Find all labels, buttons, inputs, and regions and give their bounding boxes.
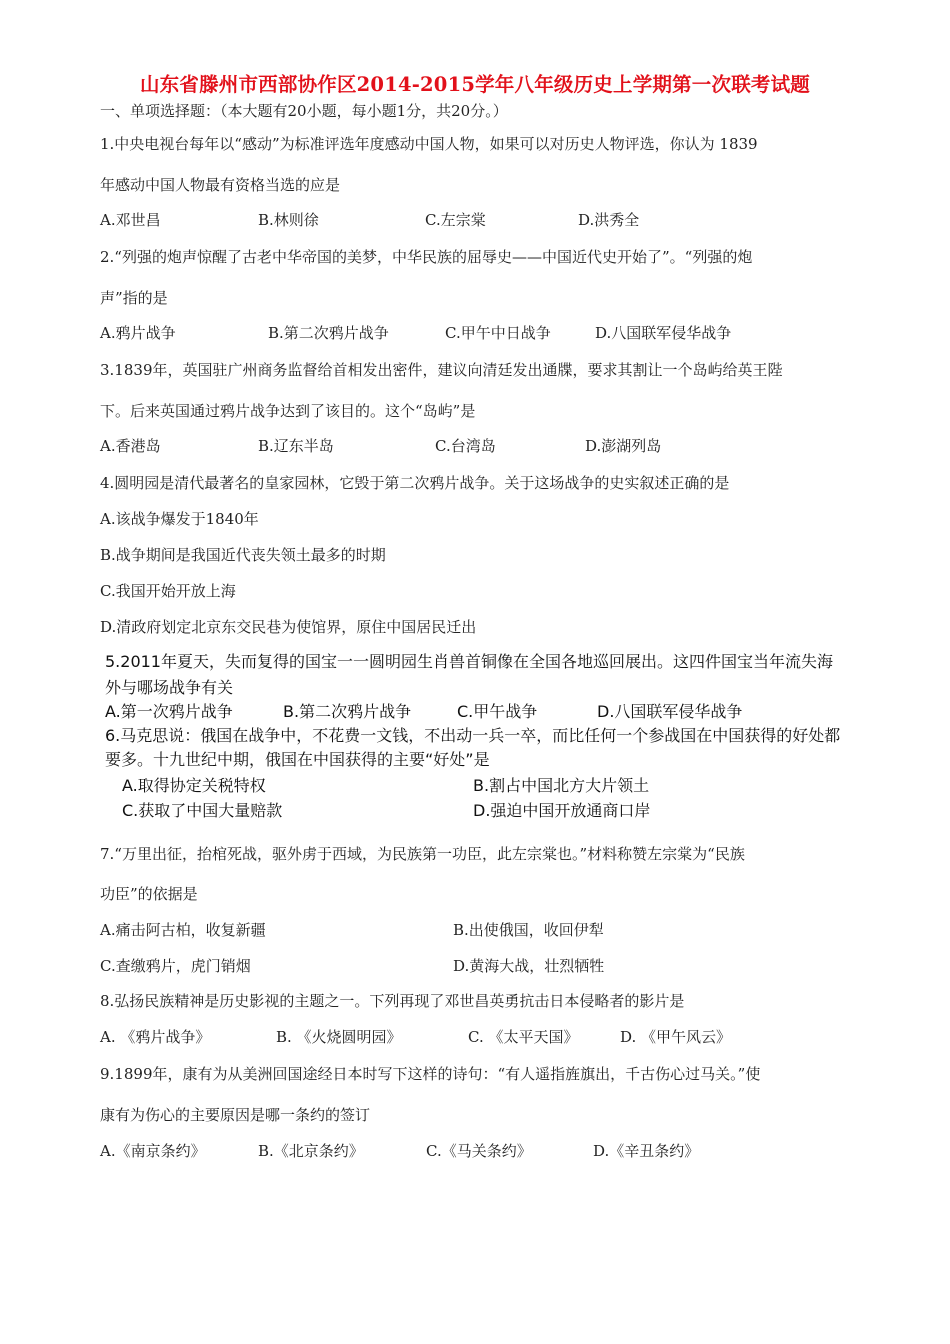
option-a: A.痛击阿古柏，收复新疆: [100, 921, 266, 939]
question-stem-line: 康有为伤心的主要原因是哪一条约的签订: [100, 1106, 371, 1124]
option-a: A. 《鸦片战争》: [100, 1028, 211, 1046]
option-a: A.取得协定关税特权: [122, 776, 266, 795]
option-b: B.出使俄国，收回伊犁: [453, 921, 604, 939]
option-c: C.获取了中国大量赔款: [122, 801, 283, 820]
question-stem-line: 9.1899年，康有为从美洲回国途经日本时写下这样的诗句：“有人遥指旌旗出，千古伤心过马关。”使: [100, 1065, 761, 1083]
option-b: B.第二次鸦片战争: [268, 324, 389, 342]
option-b: B.林则徐: [258, 211, 319, 229]
option-c: C.甲午中日战争: [445, 324, 551, 342]
option-b: B.战争期间是我国近代丧失领土最多的时期: [100, 546, 386, 564]
question-stem-line: 7.“万里出征，抬棺死战，驱外虏于西域，为民族第一功臣，此左宗棠也。”材料称赞左宗棠为“民族: [100, 845, 745, 863]
option-d: D.强迫中国开放通商口岸: [473, 801, 651, 820]
option-d: D.八国联军侵华战争: [595, 324, 732, 342]
question-stem-line: 外与哪场战争有关: [105, 678, 234, 697]
option-d: D.八国联军侵华战争: [597, 702, 743, 721]
option-d: D.清政府划定北京东交民巷为使馆界，原住中国居民迁出: [100, 618, 477, 636]
option-b: B.《北京条约》: [258, 1142, 364, 1160]
question-stem-line: 4.圆明园是清代最著名的皇家园林，它毁于第二次鸦片战争。关于这场战争的史实叙述正确的是: [100, 474, 730, 492]
option-d: D.黄海大战，壮烈牺牲: [453, 957, 605, 975]
question-stem-line: 要多。十九世纪中期，俄国在中国获得的主要“好处”是: [105, 750, 490, 769]
option-c: C.左宗棠: [425, 211, 486, 229]
option-c: C.甲午战争: [457, 702, 538, 721]
question-stem-line: 声”指的是: [100, 289, 168, 307]
question-stem-line: 8.弘扬民族精神是历史影视的主题之一。下列再现了邓世昌英勇抗击日本侵略者的影片是: [100, 992, 685, 1010]
question-stem-line: 2.“列强的炮声惊醒了古老中华帝国的美梦，中华民族的屈辱史——中国近代史开始了”。“列强的炮: [100, 248, 753, 266]
option-c: C.查缴鸦片，虎门销烟: [100, 957, 251, 975]
question-stem-line: 下。后来英国通过鸦片战争达到了该目的。这个“岛屿”是: [100, 402, 476, 420]
exam-title: 山东省滕州市西部协作区2014-2015学年八年级历史上学期第一次联考试题: [139, 73, 811, 96]
option-a: A.《南京条约》: [100, 1142, 206, 1160]
option-c: C. 《太平天国》: [468, 1028, 579, 1046]
option-b: B.辽东半岛: [258, 437, 334, 455]
option-d: D.澎湖列岛: [585, 437, 662, 455]
option-a: A.该战争爆发于1840年: [100, 510, 259, 528]
option-a: A.邓世昌: [100, 211, 161, 229]
question-stem-line: 6.马克思说：俄国在战争中，不花费一文钱，不出动一兵一卒，而比任何一个参战国在中国获得的好处都: [105, 726, 841, 745]
question-stem-line: 5.2011年夏天，失而复得的国宝一一圆明园生肖兽首铜像在全国各地巡回展出。这四件国宝当年流失海: [105, 652, 833, 671]
question-stem-line: 功臣”的依据是: [100, 885, 198, 903]
option-c: C.我国开始开放上海: [100, 582, 236, 600]
option-a: A.第一次鸦片战争: [105, 702, 233, 721]
option-d: D.洪秀全: [578, 211, 640, 229]
question-stem-line: 年感动中国人物最有资格当选的应是: [100, 176, 341, 194]
option-d: D. 《甲午风云》: [620, 1028, 732, 1046]
question-stem-line: 1.中央电视台每年以“感动”为标准评选年度感动中国人物，如果可以对历史人物评选，你认为 1839: [100, 135, 758, 153]
option-b: B.第二次鸦片战争: [283, 702, 412, 721]
option-c: C.《马关条约》: [426, 1142, 532, 1160]
section-header: 一、单项选择题：（本大题有20小题，每小题1分，共20分。）: [100, 102, 508, 120]
question-stem-line: 3.1839年，英国驻广州商务监督给首相发出密件，建议向清廷发出通牒，要求其割让一个岛屿给英王陛: [100, 361, 783, 379]
option-d: D.《辛丑条约》: [593, 1142, 700, 1160]
option-a: A.香港岛: [100, 437, 161, 455]
option-b: B. 《火烧圆明园》: [276, 1028, 402, 1046]
option-a: A.鸦片战争: [100, 324, 176, 342]
option-c: C.台湾岛: [435, 437, 496, 455]
option-b: B.割占中国北方大片领土: [473, 776, 650, 795]
